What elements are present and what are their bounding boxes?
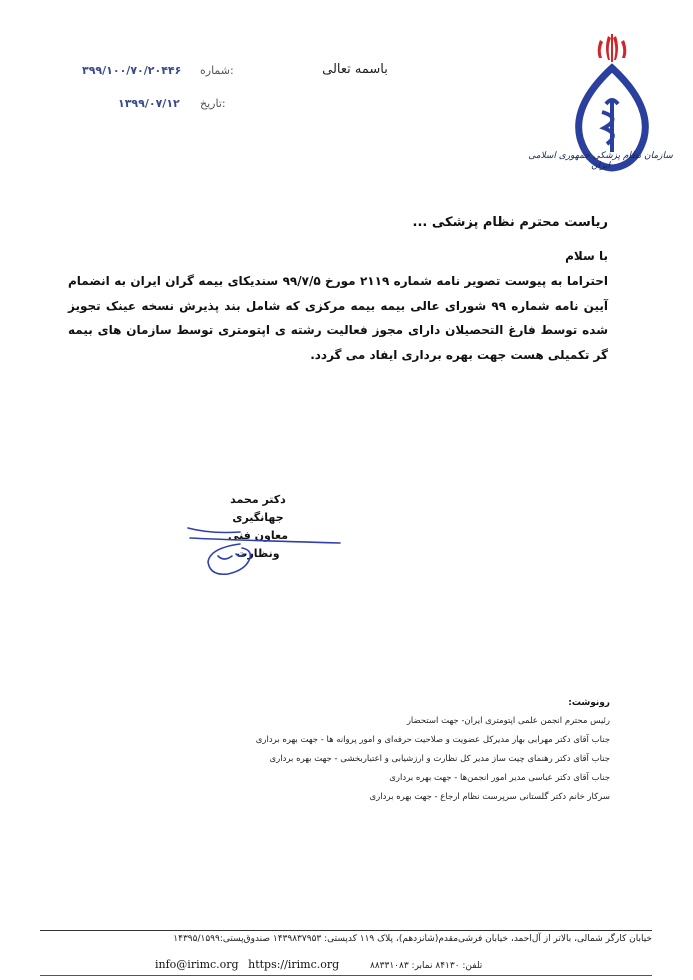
cc-item: جناب آقای دکتر رهنمای چیت ساز مدیر کل نظارت و ارزشیابی و اعتباربخشی - جهت بهره برداری <box>269 754 610 764</box>
letter-date-value: ۱۳۹۹/۰۷/۱۲ <box>118 97 180 110</box>
signer-name: دکتر محمد جهانگیری <box>230 493 286 524</box>
letter-date-row <box>118 97 232 110</box>
signer-title: معاون فنی ونظارت <box>227 529 289 560</box>
footer-divider <box>40 930 652 931</box>
cc-item: جناب آقای دکتر مهرابی بهار مدیرکل عضویت و صلاحیت حرفه‌ای و امور پروانه ها - جهت بهره برداری <box>255 735 610 745</box>
caduceus-icon <box>602 100 618 152</box>
cc-item: جناب آقای دکتر عباسی مدیر امور انجمن‌ها - جهت بهره برداری <box>389 773 610 783</box>
footer-bottom-rule <box>40 975 652 976</box>
cc-title: رونوشت: <box>568 698 610 708</box>
salutation: با سلام <box>565 249 608 263</box>
organization-caption: سازمان نظام پزشکی جمهوری اسلامی ایران <box>528 151 673 171</box>
cc-item: رئیس محترم انجمن علمی اپتومتری ایران- جهت استحضار <box>406 716 610 726</box>
letter-number-label: شماره: <box>200 64 234 77</box>
recipient-line: ریاست محترم نظام پزشکی ... <box>412 215 608 230</box>
letter-number-row <box>82 64 232 77</box>
footer-tel-fax: تلفن: ۸۴۱۳۰ نمابر: ۸۸۳۳۱۰۸۳ <box>370 961 483 971</box>
handwritten-signature <box>180 510 350 590</box>
footer-contact <box>155 958 339 971</box>
cc-item: سرکار خانم دکتر گلستانی سرپرست نظام ارجاع - جهت بهره برداری <box>369 792 610 802</box>
footer-email[interactable]: info@irimc.org <box>155 958 239 971</box>
letter-body: احتراما به پیوست تصویر نامه شماره ۲۱۱۹ مورخ ۹۹/۷/۵ سندیکای بیمه گران ایران به انضمام آیین نامه شماره ۹۹ شورای عالی بیمه بیمه مرکزی که شامل بند پذیرش نسخه عینک تجویز شده توسط فارغ التحصیلان دارای مجوز فعالیت رشته ی اپتومتری توسط سازمان های بیمه گر تکمیلی هست جهت بهره برداری ایفاد می گردد. <box>68 274 608 362</box>
footer-address: خیابان کارگر شمالی، بالاتر از آل‌احمد، خیابان فرشی‌مقدم(شانزدهم)، پلاک ۱۱۹ کدپستی: ۱۴۳۹۸۳۷۹۵۳ صندوق‌پستی:۱۴۳۹۵/۱۵۹۹ <box>173 934 652 944</box>
footer-website[interactable]: https://irimc.org <box>248 958 340 971</box>
emblem-icon <box>598 34 627 62</box>
letter-number-value: ۳۹۹/۱۰۰/۷۰/۲۰۴۴۶ <box>82 64 182 77</box>
letter-date-label: تاریخ: <box>200 97 226 110</box>
cc-list <box>130 712 610 807</box>
basmala: باسمه تعالی <box>322 62 388 77</box>
